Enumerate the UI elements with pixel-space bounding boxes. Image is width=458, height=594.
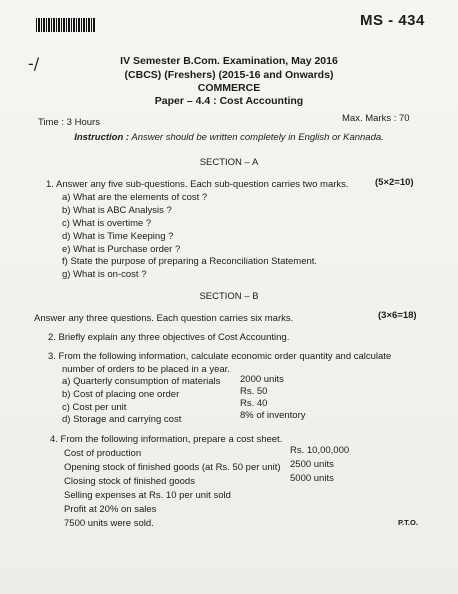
section-b-marks: (3×6=18): [378, 310, 417, 321]
time-label: Time : 3 Hours: [38, 117, 100, 128]
q4-item-label: Closing stock of finished goods: [64, 476, 195, 487]
section-b-instruction: Answer any three questions. Each question carries six marks.: [34, 313, 294, 324]
q4-item-label: Profit at 20% on sales: [64, 504, 157, 515]
q1-item: f) State the purpose of preparing a Reconciliation Statement.: [62, 256, 318, 267]
q3-item-label: b) Cost of placing one order: [62, 389, 180, 400]
q4-item-value: 2500 units: [290, 459, 334, 470]
max-marks-label: Max. Marks : 70: [342, 113, 410, 124]
barcode-icon: [36, 18, 96, 32]
q4-item-label: Opening stock of finished goods (at Rs. 50 per unit): [64, 462, 281, 473]
q1-item: c) What is overtime ?: [62, 218, 152, 229]
exam-paper: Paper – 4.4 : Cost Accounting: [154, 95, 304, 107]
q4-item-value: 5000 units: [290, 473, 334, 484]
q3-item-value: Rs. 50: [240, 386, 268, 397]
q4-item-label: Cost of production: [64, 448, 142, 459]
pto-label: P.T.O.: [398, 518, 418, 527]
exam-scheme: (CBCS) (Freshers) (2015-16 and Onwards): [124, 69, 334, 81]
handwritten-mark: -/: [28, 54, 40, 73]
q4-text: 4. From the following information, prepare a cost sheet.: [50, 434, 283, 445]
q3-item-label: c) Cost per unit: [62, 402, 127, 413]
q3-text-cont: number of orders to be placed in a year.: [62, 364, 230, 375]
paper-code: MS - 434: [360, 12, 425, 29]
q1-item: d) What is Time Keeping ?: [62, 231, 174, 242]
q1-item: b) What is ABC Analysis ?: [62, 205, 172, 216]
exam-subject: COMMERCE: [197, 82, 261, 94]
section-a-title: SECTION – A: [199, 157, 259, 168]
q2-text: 2. Briefly explain any three objectives of Cost Accounting.: [48, 332, 290, 343]
q3-item-value: 8% of inventory: [240, 410, 306, 421]
instruction-prefix: Instruction :: [74, 132, 130, 143]
q1-item: g) What is on-cost ?: [62, 269, 147, 280]
q3-item-value: 2000 units: [240, 374, 284, 385]
q4-item-label: Selling expenses at Rs. 10 per unit sold: [64, 490, 231, 501]
instruction: [0, 132, 458, 143]
q3-item-label: d) Storage and carrying cost: [62, 414, 182, 425]
q1-text: 1. Answer any five sub-questions. Each sub-question carries two marks.: [46, 179, 349, 190]
q1-item: a) What are the elements of cost ?: [62, 192, 208, 203]
section-b-title: SECTION – B: [199, 291, 259, 302]
q1-marks: (5×2=10): [375, 177, 414, 188]
q3-item-value: Rs. 40: [240, 398, 268, 409]
q1-item: e) What is Purchase order ?: [62, 244, 181, 255]
q3-item-label: a) Quarterly consumption of materials: [62, 376, 221, 387]
q4-item-label: 7500 units were sold.: [64, 518, 154, 529]
exam-title: IV Semester B.Com. Examination, May 2016: [120, 55, 338, 67]
q3-text: 3. From the following information, calculate economic order quantity and calculate: [48, 351, 392, 362]
instruction-text: Answer should be written completely in English or Kannada.: [131, 132, 384, 143]
q4-item-value: Rs. 10,00,000: [290, 445, 350, 456]
